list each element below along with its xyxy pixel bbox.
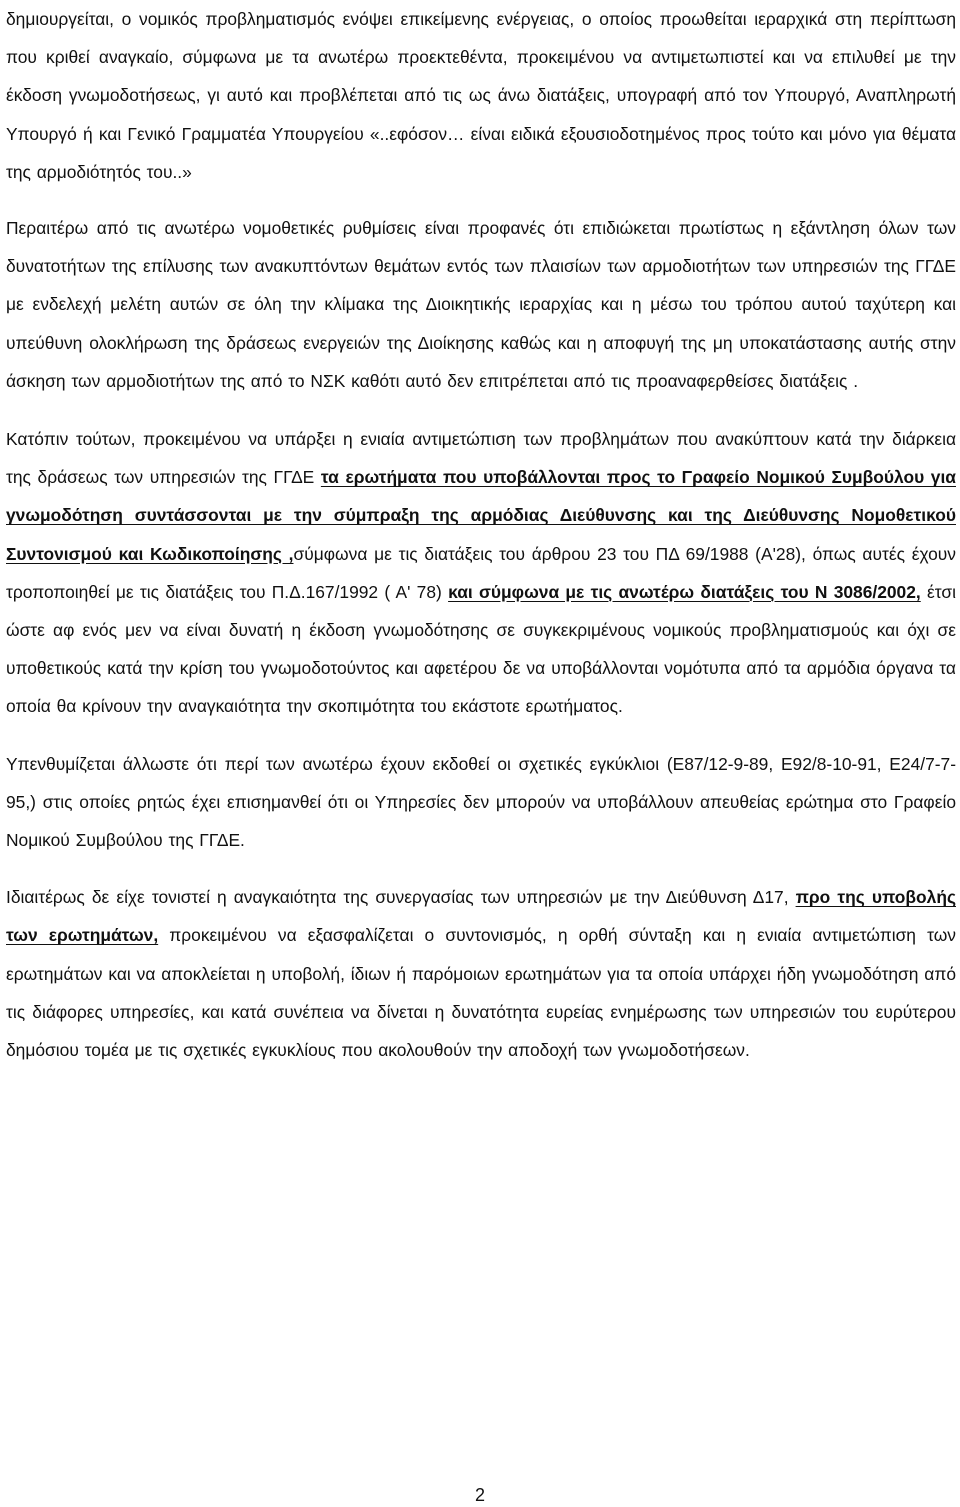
paragraph-3-tail: έτσι ώστε αφ ενός μεν να είναι δυνατή η έκδοση γνωμοδότησης σε συγκεκριμένους νομικούς προβληματισμούς και όχι σε υποθετικούς κατά την κρίση του γνωμοδοτούντος και αφετέρου δε να υποβάλλονται νομότυπα από τα αρμόδια όργανα τα οποία θα κρίνουν την αναγκαιότητα την σκοπιμότητα του εκάστοτε ερωτήματος. [6, 581, 956, 717]
document-page [6, 0, 956, 1069]
paragraph-1: δημιουργείται, ο νομικός προβληματισμός ενόψει επικείμενης ενέργειας, ο οποίος προωθείται ιεραρχικά στη περίπτωση που κριθεί αναγκαίο, σύμφωνα με τα ανωτέρω προεκτεθέντα, προκειμένου να αντιμετωπιστεί και να επιλυθεί με την έκδοση γνωμοδοτήσεως, γι αυτό και προβλέπεται από τις ως άνω διατάξεις, υπογραφή από τον Υπουργό, Αναπληρωτή Υπουργό ή και Γενικό Γραμματέα Υπουργείου «..εφόσον… είναι ειδικά εξουσιοδοτημένος προς τούτο και μόνο για θέματα της αρμοδιότητός του..» [6, 9, 956, 182]
paragraph-3-middle: σύμφωνα με τις διατάξεις του άρθρου 23 του ΠΔ 69/1988 (Α'28), όπως αυτές έχουν τροποποιηθεί με τις διατάξεις του Π.Δ.167/1992 ( Α' 78) [6, 543, 957, 602]
paragraph-5 [6, 878, 956, 1069]
paragraph-3 [6, 420, 956, 726]
paragraph-3-lead: Κατόπιν τούτων, προκειμένου να υπάρξει η ενιαία αντιμετώπιση των προβλημάτων που ανακύπτουν κατά την διάρκεια της δράσεως των υπηρεσιών της ΓΓΔΕ [6, 429, 956, 488]
paragraph-3-emphasis-1: τα ερωτήματα που υποβάλλονται προς το Γραφείο Νομικού Συμβούλου για γνωμοδότηση συντάσσονται με την σύμπραξη της αρμόδιας Διεύθυνσης και της Διεύθυνσης Νομοθετικού Συντονισμού και Κωδικοποίησης , [6, 467, 956, 564]
paragraph-5-emphasis: προ της υποβολής των ερωτημάτων, [6, 887, 956, 946]
page-number: 2 [474, 1485, 485, 1505]
paragraph-5-lead: Ιδιαιτέρως δε είχε τονιστεί η αναγκαιότητα της συνεργασίας των υπηρεσιών με την Διεύθυνση Δ17, [6, 887, 796, 908]
paragraph-4: Υπενθυμίζεται άλλωστε ότι περί των ανωτέρω έχουν εκδοθεί οι σχετικές εγκύκλιοι (Ε87/12-9-89, Ε92/8-10-91, Ε24/7-7-95,) στις οποίες ρητώς έχει επισημανθεί ότι οι Υπηρεσίες δεν μπορούν να υποβάλλουν απευθείας ερώτημα στο Γραφείο Νομικού Συμβούλου της ΓΓΔΕ. [6, 753, 956, 851]
paragraph-5-tail: προκειμένου να εξασφαλίζεται ο συντονισμός, η ορθή σύνταξη και η ενιαία αντιμετώπιση των ερωτημάτων και να αποκλείεται η υποβολή, ίδιων ή παρόμοιων ερωτημάτων για τα οποία υπάρχει ήδη γνωμοδότηση από τις διάφορες υπηρεσίες, και κατά συνέπεια να δίνεται η δυνατότητα ευρείας ενημέρωσης των υπηρεσιών του ευρύτερου δημόσιου τομέα με τις σχετικές εγκυκλίους που ακολουθούν την αποδοχή των γνωμοδοτήσεων. [6, 925, 956, 1061]
paragraph-3-emphasis-2: και σύμφωνα με τις ανωτέρω διατάξεις του Ν 3086/2002, [448, 581, 921, 602]
paragraph-2: Περαιτέρω από τις ανωτέρω νομοθετικές ρυθμίσεις είναι προφανές ότι επιδιώκεται πρωτίστως η εξάντληση όλων των δυνατοτήτων της επίλυσης των ανακυπτόντων θεμάτων εντός των πλαισίων των αρμοδιοτήτων των υπηρεσιών της ΓΓΔΕ με ενδελεχή μελέτη αυτών σε όλη την κλίμακα της Διοικητικής ιεραρχίας και η μέσω του τρόπου αυτού ταχύτερη και υπεύθυνη ολοκλήρωση της δράσεως ενεργειών της Διοίκησης καθώς και η αποφυγή της μη υποκατάστασης αυτής στην άσκηση των αρμοδιοτήτων της από το ΝΣΚ καθότι αυτό δεν επιτρέπεται από τις προαναφερθείσες διατάξεις . [6, 218, 956, 391]
